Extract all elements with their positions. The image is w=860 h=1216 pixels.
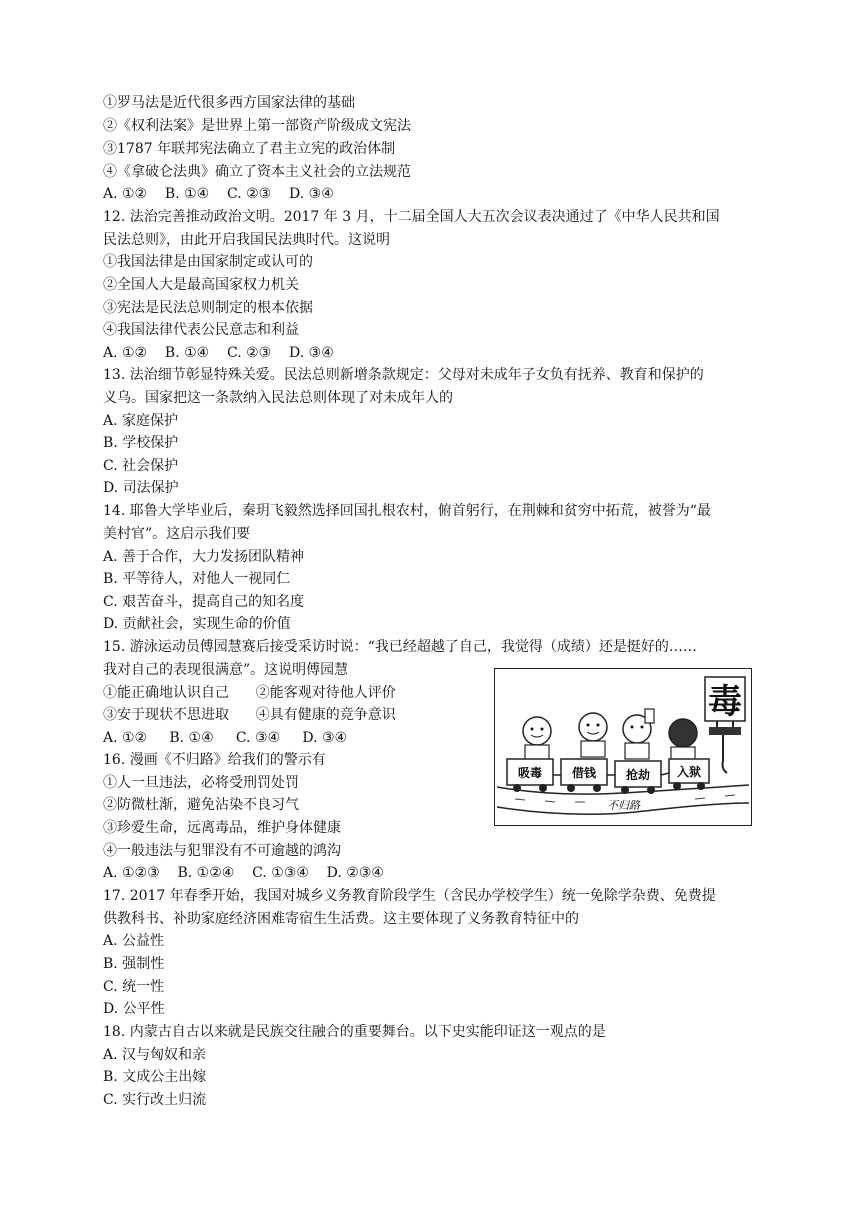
text-line: ②防微杜渐，避免沾染不良习气 (103, 797, 299, 813)
text-line: A. ①② B. ①④ C. ②③ D. ③④ (103, 186, 334, 202)
text-line: 12. 法治完善推动政治文明。2017 年 3 月，十二届全国人大五次会议表决通过了《中华人民共和国 (103, 209, 720, 225)
text-line: B. 强制性 (103, 956, 165, 972)
text-line: A. ①② B. ①④ C. ②③ D. ③④ (103, 345, 334, 361)
cartoon-drawing (495, 669, 751, 825)
text-line: 13. 法治细节彰显特殊关爱。民法总则新增条款规定：父母对未成年子女负有抚养、教育和保护的 (103, 367, 704, 383)
text-line: ④我国法律代表公民意志和利益 (103, 322, 299, 338)
text-line: A. 善于合作，大力发扬团队精神 (103, 549, 305, 565)
text-line: 美村官”。这启示我们要 (103, 526, 251, 542)
text-line: 14. 耶鲁大学毕业后，秦玥飞毅然选择回国扎根农村，俯首躬行，在荆棘和贫穷中拓荒，被誉为“最 (103, 503, 711, 519)
road-label: 不归路 (607, 799, 640, 812)
text-line: 15. 游泳运动员傅园慧赛后接受采访时说：“我已经超越了自己，我觉得（成绩）还是挺好的…… (103, 639, 697, 655)
text-line: B. 平等待人，对他人一视同仁 (103, 571, 291, 587)
text-line: ③珍爱生命，远离毒品，维护身体健康 (103, 820, 341, 836)
text-line: 我对自己的表现很满意”。这说明傅园慧 (103, 662, 349, 678)
text-line: C. 统一性 (103, 979, 165, 995)
text-line: A. 公益性 (103, 933, 165, 949)
text-line: D. 贡献社会，实现生命的价值 (103, 616, 291, 632)
text-line: ③1787 年联邦宪法确立了君主立宪的政治体制 (103, 141, 396, 157)
text-line: B. 学校保护 (103, 435, 179, 451)
text-line: C. 艰苦奋斗，提高自己的知名度 (103, 594, 305, 610)
text-line: B. 文成公主出嫁 (103, 1069, 207, 1085)
text-line: C. 实行改土归流 (103, 1092, 207, 1108)
text-line: ②全国人大是最高国家权力机关 (103, 277, 299, 293)
text-line: ③宪法是民法总则制定的根本依据 (103, 300, 313, 316)
text-line: D. 公平性 (103, 1001, 165, 1017)
cart-label-1: 吸毒 (517, 766, 543, 780)
text-line: ①罗马法是近代很多西方国家法律的基础 (103, 95, 355, 111)
text-line: D. 司法保护 (103, 480, 179, 496)
text-line: A. 汉与匈奴和亲 (103, 1047, 207, 1063)
text-line: 17. 2017 年春季开始，我国对城乡义务教育阶段学生（含民办学校学生）统一免除学杂费、免费提 (103, 888, 716, 904)
text-line: 16. 漫画《不归路》给我们的警示有 (103, 752, 326, 768)
text-line: ①人一旦违法，必将受刑罚处罚 (103, 775, 299, 791)
cart-label-3: 抢劫 (625, 768, 651, 782)
text-line: ④《拿破仑法典》确立了资本主义社会的立法规范 (103, 164, 411, 180)
text-line: 18. 内蒙古自古以来就是民族交往融合的重要舞台。以下史实能印证这一观点的是 (103, 1024, 606, 1040)
cartoon-big-char: 毒 (708, 682, 742, 722)
text-line: ④一般违法与犯罪没有不可逾越的鸿沟 (103, 843, 341, 859)
text-line: C. 社会保护 (103, 458, 179, 474)
text-line: 义乌。国家把这一条款纳入民法总则体现了对未成年人的 (103, 390, 453, 406)
text-line: 供教科书、补助家庭经济困难寄宿生生活费。这主要体现了义务教育特征中的 (103, 911, 579, 927)
cart-label-4: 入狱 (676, 765, 702, 779)
text-line: 民法总则》，由此开启我国民法典时代。这说明 (103, 232, 390, 248)
text-line: A. ①②③ B. ①②④ C. ①③④ D. ②③④ (103, 865, 384, 881)
cart-label-2: 借钱 (571, 766, 597, 780)
text-line: ①我国法律是由国家制定或认可的 (103, 254, 313, 270)
text-line: ②《权利法案》是世界上第一部资产阶级成文宪法 (103, 118, 411, 134)
text-line: A. ①② B. ①④ C. ③④ D. ③④ (103, 730, 348, 746)
text-line: ③安于现状不思进取 ④具有健康的竞争意识 (103, 707, 396, 723)
text-line: A. 家庭保护 (103, 413, 179, 429)
cartoon-image (494, 668, 752, 826)
text-line: ①能正确地认识自己 ②能客观对待他人评价 (103, 685, 396, 701)
